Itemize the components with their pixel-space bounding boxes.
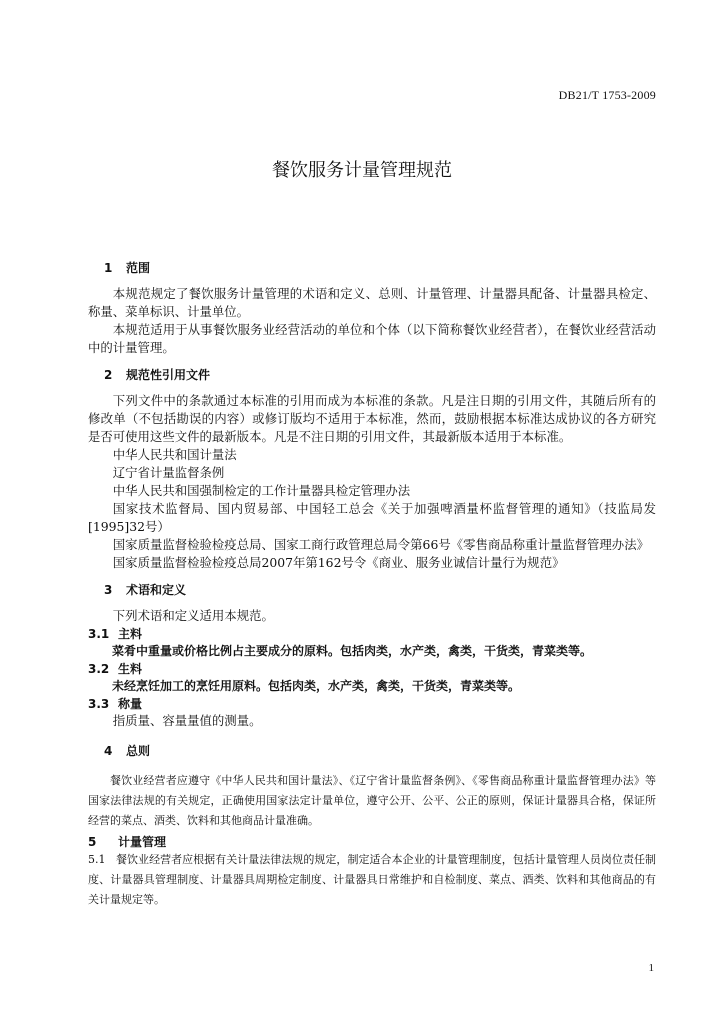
- reference-item: 中华人民共和国计量法: [112, 447, 237, 462]
- term-name: 主料: [118, 627, 143, 641]
- reference-item: 国家质量监督检验检疫总局、国家工商行政管理总局令第66号《零售商品称重计量监督管理办法》: [112, 537, 649, 552]
- term-heading: [88, 660, 656, 677]
- term-number: 3.1: [88, 627, 110, 641]
- section-1-heading: [88, 259, 656, 276]
- term-definition: 指质量、容量量值的测量。: [112, 713, 262, 728]
- term-heading: [88, 625, 656, 642]
- section-title: 规范性引用文件: [126, 368, 211, 382]
- document-title: 餐饮服务计量管理规范: [272, 160, 452, 181]
- term-name: 生料: [118, 662, 143, 676]
- standard-code: DB21/T 1753-2009: [558, 88, 656, 102]
- reference-item: 中华人民共和国强制检定的工作计量器具检定管理办法: [112, 483, 411, 498]
- page-number: 1: [648, 962, 654, 974]
- paragraph: 餐饮业经营者应遵守《中华人民共和国计量法》、《辽宁省计量监督条例》、《零售商品称重计量监督管理办法》等国家法律法规的有关规定，正确使用国家法定计量单位，遵守公开、公平、公正的原则，保证计量器具合格，保证所经营的菜点、酒类、饮料和其他商品计量准确。: [88, 774, 656, 827]
- section-number: 2: [104, 368, 113, 382]
- reference-item: 辽宁省计量监督条例: [112, 465, 225, 480]
- clause-number: 5.1: [88, 853, 106, 866]
- section-number: 5: [88, 835, 97, 849]
- reference-item: 国家技术监督局、国内贸易部、中国轻工总会《关于加强啤酒量杯监督管理的通知》（技监局发[1995]32号）: [88, 501, 656, 534]
- term-heading: [88, 695, 656, 712]
- paragraph: 下列术语和定义适用本规范。: [112, 608, 274, 623]
- paragraph: 本规范适用于从事餐饮服务业经营活动的单位和个体（以下简称餐饮业经营者），在餐饮业经营活动中的计量管理。: [88, 322, 656, 355]
- document-body: [88, 259, 656, 910]
- term-number: 3.2: [88, 662, 110, 676]
- reference-item: 国家质量监督检验检疫总局2007年第162号令《商业、服务业诚信计量行为规范》: [112, 555, 565, 570]
- section-4-heading: [88, 742, 656, 759]
- section-title: 总则: [126, 744, 151, 758]
- term-name: 称量: [118, 697, 143, 711]
- section-title: 范围: [126, 261, 151, 275]
- section-3-heading: [88, 581, 656, 598]
- clause-text: 餐饮业经营者应根据有关计量法律法规的规定，制定适合本企业的计量管理制度，包括计量管理人员岗位责任制度、计量器具管理制度、计量器具周期检定制度、计量器具日常维护和自检制度、菜点、酒类、饮料和其他商品的有关计量规定等。: [88, 853, 656, 906]
- clause-paragraph: [88, 850, 656, 910]
- term-definition: 菜肴中重量或价格比例占主要成分的原料。包括肉类，水产类，禽类，干货类，青菜类等。: [112, 644, 593, 658]
- section-number: 1: [104, 261, 113, 275]
- paragraph: 下列文件中的条款通过本标准的引用而成为本标准的条款。凡是注日期的引用文件，其随后所有的修改单（不包括勘误的内容）或修订版均不适用于本标准，然而，鼓励根据本标准达成协议的各方研究是否可使用这些文件的最新版本。凡是不注日期的引用文件，其最新版本适用于本标准。: [88, 393, 656, 444]
- term-number: 3.3: [88, 697, 110, 711]
- paragraph: 本规范规定了餐饮服务计量管理的术语和定义、总则、计量管理、计量器具配备、计量器具检定、称量、菜单标识、计量单位。: [88, 286, 656, 319]
- section-title: 术语和定义: [126, 583, 187, 597]
- term-definition: 未经烹饪加工的烹饪用原料。包括肉类，水产类，禽类，干货类，青菜类等。: [112, 679, 521, 693]
- section-number: 3: [104, 583, 113, 597]
- section-5-heading: [88, 833, 656, 850]
- section-title: 计量管理: [118, 835, 167, 849]
- section-number: 4: [104, 744, 113, 758]
- section-2-heading: [88, 366, 656, 383]
